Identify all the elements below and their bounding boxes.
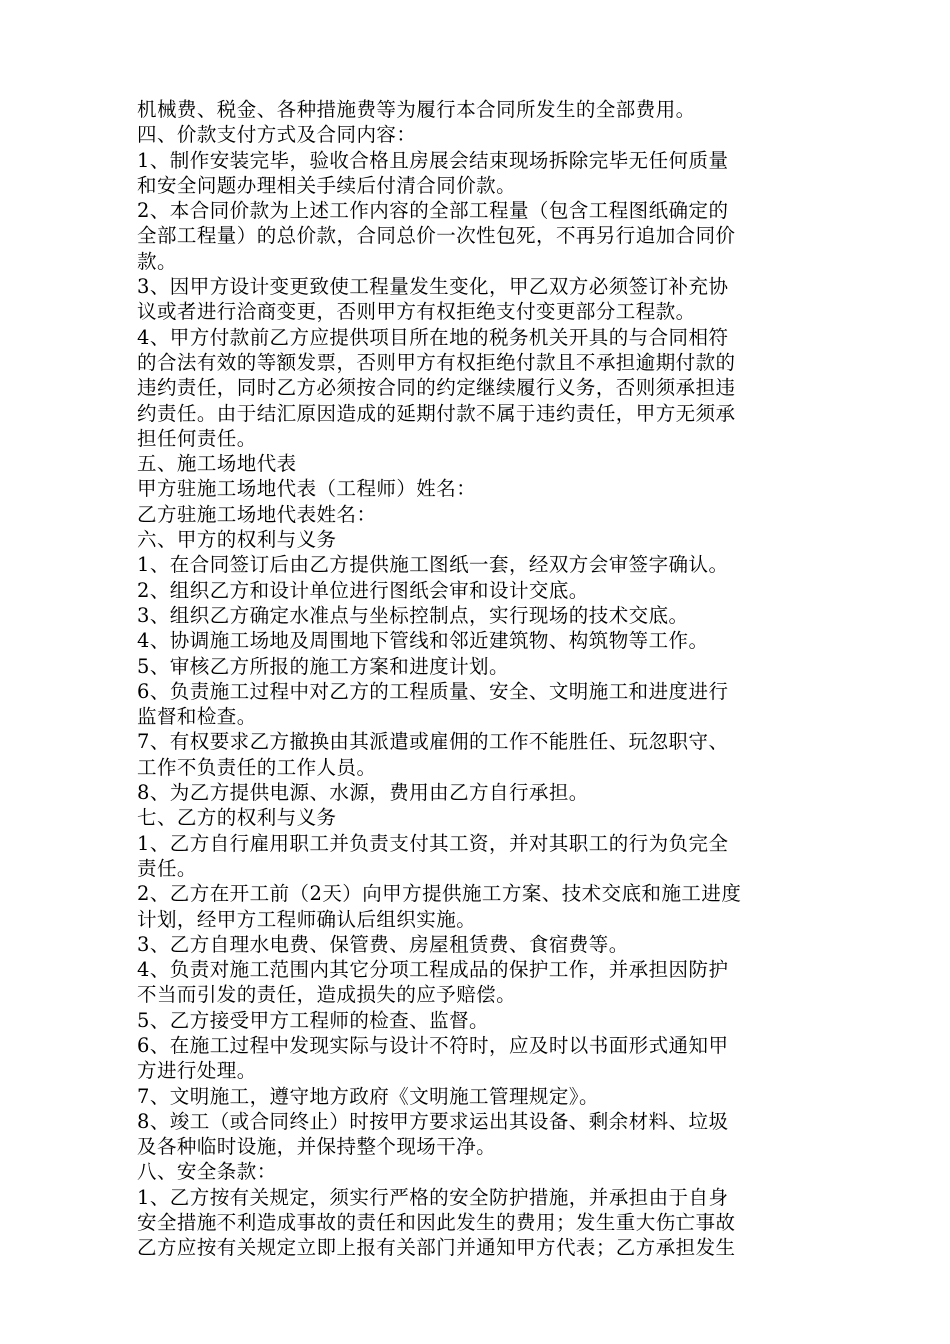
text-line: 四、价款支付方式及合同内容：: [137, 123, 417, 147]
text-line: 六、甲方的权利与义务: [137, 528, 337, 552]
text-line: 1、在合同签订后由乙方提供施工图纸一套，经双方会审签字确认。: [137, 553, 729, 577]
text-line: 5、审核乙方所报的施工方案和进度计划。: [137, 654, 509, 678]
text-line: 不当而引发的责任，造成损失的应予赔偿。: [137, 983, 517, 1007]
text-line: 机械费、税金、各种措施费等为履行本合同所发生的全部费用。: [137, 98, 696, 121]
text-line: 甲方驻施工场地代表（工程师）姓名：: [137, 477, 477, 501]
text-line: 议或者进行洽商变更，否则甲方有权拒绝支付变更部分工程款。: [137, 300, 696, 324]
text-line: 4、甲方付款前乙方应提供项目所在地的税务机关开具的与合同相符: [137, 325, 729, 349]
text-line: 乙方应按有关规定立即上报有关部门并通知甲方代表；乙方承担发生: [137, 1236, 736, 1260]
text-line: 4、协调施工场地及周围地下管线和邻近建筑物、构筑物等工作。: [137, 629, 709, 653]
text-line: 6、在施工过程中发现实际与设计不符时，应及时以书面形式通知甲: [137, 1033, 729, 1057]
text-line: 3、因甲方设计变更致使工程量发生变化，甲乙双方必须签订补充协: [137, 275, 729, 299]
text-line: 3、乙方自理水电费、保管费、房屋租赁费、食宿费等。: [137, 932, 629, 956]
text-line: 乙方驻施工场地代表姓名：: [137, 502, 377, 526]
text-line: 1、制作安装完毕，验收合格且房展会结束现场拆除完毕无任何质量: [137, 148, 729, 172]
text-line: 违约责任，同时乙方必须按合同的约定继续履行义务，否则须承担违: [137, 376, 736, 400]
text-line: 2、乙方在开工前（2天）向甲方提供施工方案、技术交底和施工进度: [137, 882, 742, 906]
text-line: 工作不负责任的工作人员。: [137, 755, 377, 779]
text-line: 及各种临时设施，并保持整个现场干净。: [137, 1135, 497, 1159]
text-line: 担任何责任。: [137, 426, 257, 450]
text-line: 款。: [137, 249, 177, 273]
text-line: 8、为乙方提供电源、水源，费用由乙方自行承担。: [137, 781, 589, 805]
text-line: 8、竣工（或合同终止）时按甲方要求运出其设备、剩余材料、垃圾: [137, 1109, 729, 1133]
text-line: 3、组织乙方确定水准点与坐标控制点，实行现场的技术交底。: [137, 603, 689, 627]
text-line: 责任。: [137, 856, 197, 880]
text-line: 2、本合同价款为上述工作内容的全部工程量（包含工程图纸确定的: [137, 199, 729, 223]
text-line: 6、负责施工过程中对乙方的工程质量、安全、文明施工和进度进行: [137, 679, 729, 703]
text-line: 和安全问题办理相关手续后付清合同价款。: [137, 173, 517, 197]
text-line: 4、负责对施工范围内其它分项工程成品的保护工作，并承担因防护: [137, 958, 729, 982]
text-line: 计划，经甲方工程师确认后组织实施。: [137, 907, 477, 931]
text-line: 7、有权要求乙方撤换由其派遣或雇佣的工作不能胜任、玩忽职守、: [137, 730, 729, 754]
text-line: 五、施工场地代表: [137, 452, 297, 476]
text-line: 1、乙方自行雇用职工并负责支付其工资，并对其职工的行为负完全: [137, 831, 729, 855]
text-line: 7、文明施工，遵守地方政府《文明施工管理规定》。: [137, 1084, 599, 1108]
text-line: 监督和检查。: [137, 705, 257, 729]
text-line: 安全措施不利造成事故的责任和因此发生的费用；发生重大伤亡事故: [137, 1211, 736, 1235]
text-line: 方进行处理。: [137, 1059, 257, 1083]
text-line: 八、安全条款：: [137, 1160, 277, 1184]
text-line: 七、乙方的权利与义务: [137, 806, 337, 830]
text-line: 5、乙方接受甲方工程师的检查、监督。: [137, 1008, 490, 1032]
text-line: 约责任。由于结汇原因造成的延期付款不属于违约责任，甲方无须承: [137, 401, 736, 425]
text-line: 的合法有效的等额发票，否则甲方有权拒绝付款且不承担逾期付款的: [137, 350, 736, 374]
text-line: 2、组织乙方和设计单位进行图纸会审和设计交底。: [137, 578, 589, 602]
text-line: 1、乙方按有关规定，须实行严格的安全防护措施，并承担由于自身: [137, 1185, 729, 1209]
text-line: 全部工程量）的总价款，合同总价一次性包死，不再另行追加合同价: [137, 224, 736, 248]
document-page: [137, 97, 817, 1261]
